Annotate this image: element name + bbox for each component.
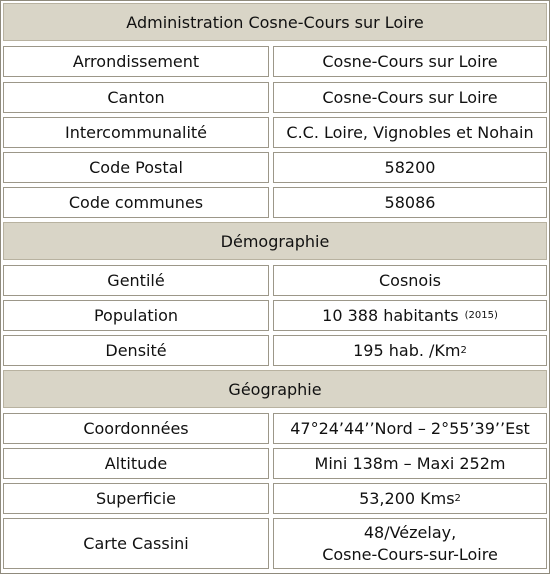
row-value [273, 300, 547, 331]
row-label: Altitude [3, 448, 269, 479]
row-value: 58086 [273, 187, 547, 218]
row-label: Canton [3, 82, 269, 113]
row-label: Gentilé [3, 265, 269, 296]
table-row-altitude [3, 448, 547, 479]
row-label: Arrondissement [3, 46, 269, 77]
cassini-line-1: 48/Vézelay, [363, 522, 457, 542]
row-value: Cosne-Cours sur Loire [273, 82, 547, 113]
population-value: 10 388 habitants [322, 305, 459, 325]
section-header-demographie [3, 222, 547, 260]
row-label: Population [3, 300, 269, 331]
cassini-line-2: Cosne-Cours-sur-Loire [322, 544, 498, 564]
row-value: 195 hab. /Km 2 [273, 335, 547, 366]
table-row-code-communes [3, 187, 547, 218]
row-value: C.C. Loire, Vignobles et Nohain [273, 117, 547, 148]
population-year: (2015) [464, 309, 498, 321]
row-label: Carte Cassini [3, 518, 269, 569]
table-row-carte-cassini [3, 518, 547, 569]
table-row-gentile [3, 265, 547, 296]
row-label: Code Postal [3, 152, 269, 183]
section-title: Démographie [220, 231, 330, 251]
row-value [273, 518, 547, 569]
section-title: Administration Cosne-Cours sur Loire [126, 12, 424, 32]
section-header-geographie [3, 370, 547, 408]
section-header-administration [3, 3, 547, 41]
table-row-code-postal [3, 152, 547, 183]
row-value: Cosne-Cours sur Loire [273, 46, 547, 77]
row-value: 58200 [273, 152, 547, 183]
table-row-superficie [3, 483, 547, 514]
row-value: Cosnois [273, 265, 547, 296]
section-title: Géographie [228, 379, 322, 399]
row-value: Mini 138m – Maxi 252m [273, 448, 547, 479]
row-value: 47°24’44’’Nord – 2°55’39’’Est [273, 413, 547, 444]
table-row-densite [3, 335, 547, 366]
table-row-intercommunalite [3, 117, 547, 148]
row-label: Coordonnées [3, 413, 269, 444]
row-value: 53,200 Kms 2 [273, 483, 547, 514]
table-row-coordonnees [3, 413, 547, 444]
row-label: Code communes [3, 187, 269, 218]
densite-value: 195 hab. /Km [353, 340, 461, 360]
row-label: Intercommunalité [3, 117, 269, 148]
row-label: Superficie [3, 483, 269, 514]
table-row-population [3, 300, 547, 331]
superficie-value: 53,200 Kms [359, 488, 455, 508]
row-label: Densité [3, 335, 269, 366]
table-row-arrondissement [3, 46, 547, 77]
table-row-canton [3, 82, 547, 113]
